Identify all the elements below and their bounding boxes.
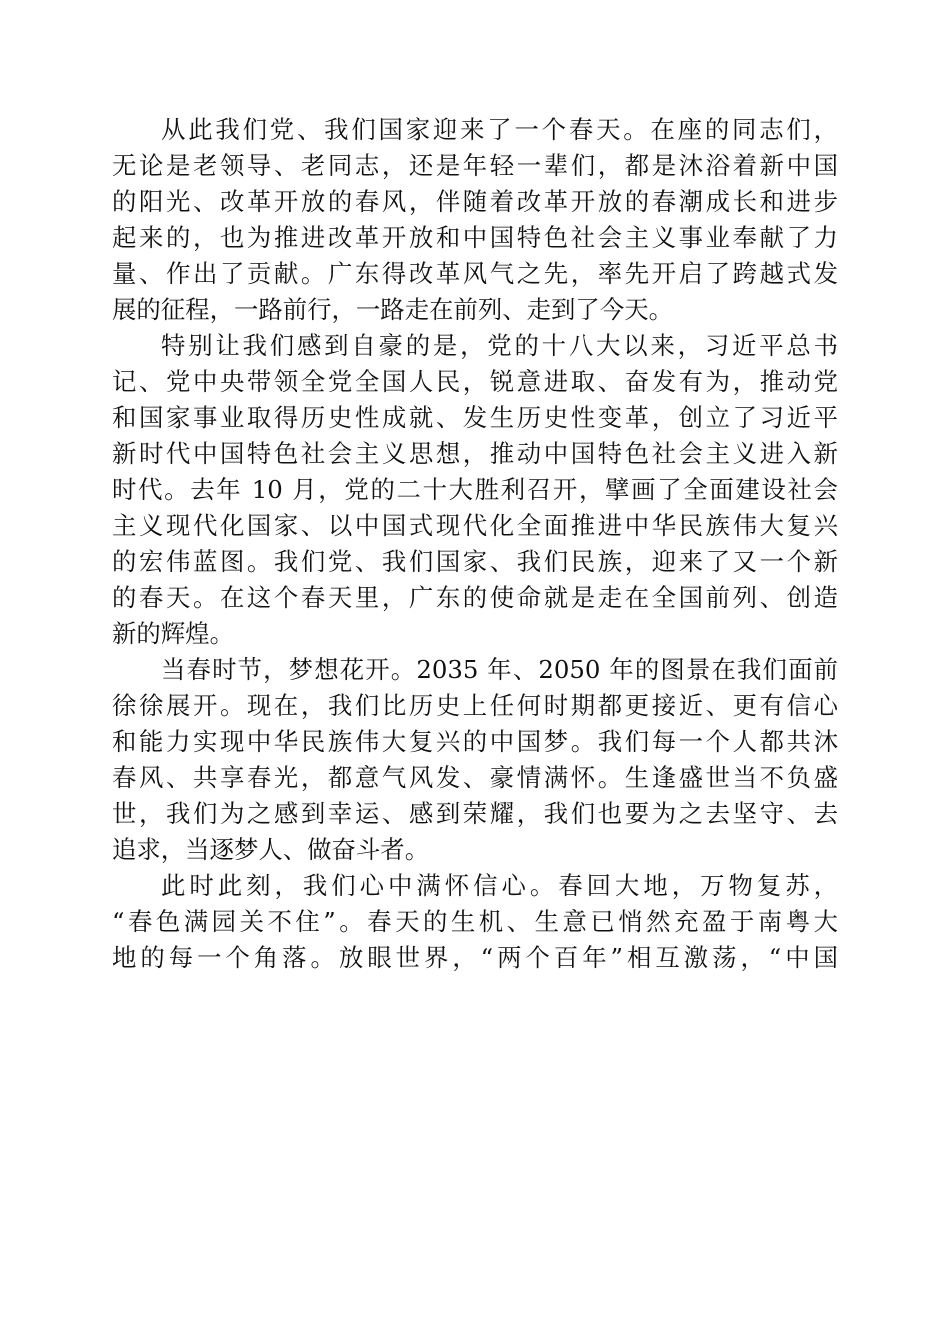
text-line: 此时此刻，我们心中满怀信心。春回大地，万物复苏， bbox=[161, 871, 838, 900]
paragraph-4 bbox=[112, 868, 838, 976]
text-line: 世，我们为之感到幸运、感到荣耀，我们也要为之去坚守、去 bbox=[112, 799, 838, 828]
text-line: 和国家事业取得历史性成就、发生历史性变革，创立了习近平 bbox=[112, 403, 838, 432]
text-line: 记、党中央带领全党全国人民，锐意进取、奋发有为，推动党 bbox=[112, 367, 838, 396]
paragraph-3 bbox=[112, 652, 838, 868]
text-line: 徐徐展开。现在，我们比历史上任何时期都更接近、更有信心 bbox=[112, 691, 838, 720]
text-line: 的阳光、改革开放的春风，伴随着改革开放的春潮成长和进步 bbox=[112, 187, 838, 216]
text-line: 春风、共享春光，都意气风发、豪情满怀。生逢盛世当不负盛 bbox=[112, 763, 838, 792]
paragraph-1 bbox=[112, 112, 838, 328]
text-line: 的春天。在这个春天里，广东的使命就是走在全国前列、创造 bbox=[112, 583, 838, 612]
paragraph-2 bbox=[112, 328, 838, 652]
text-line: 量、作出了贡献。广东得改革风气之先，率先开启了跨越式发 bbox=[112, 259, 838, 288]
text-line: 展的征程，一路前行，一路走在前列、走到了今天。 bbox=[112, 295, 673, 324]
text-line: 的宏伟蓝图。我们党、我们国家、我们民族，迎来了又一个新 bbox=[112, 547, 838, 576]
text-line: 新时代中国特色社会主义思想，推动中国特色社会主义进入新 bbox=[112, 439, 838, 468]
text-line: 起来的，也为推进改革开放和中国特色社会主义事业奉献了力 bbox=[112, 223, 838, 252]
text-line: 特别让我们感到自豪的是，党的十八大以来，习近平总书 bbox=[161, 331, 838, 360]
text-line: 无论是老领导、老同志，还是年轻一辈们，都是沐浴着新中国 bbox=[112, 151, 838, 180]
document-body bbox=[112, 112, 838, 976]
text-line: 从此我们党、我们国家迎来了一个春天。在座的同志们， bbox=[161, 115, 838, 144]
text-line: 当春时节，梦想花开。2035 年、2050 年的图景在我们面前 bbox=[161, 655, 838, 684]
text-line: 和能力实现中华民族伟大复兴的中国梦。我们每一个人都共沐 bbox=[112, 727, 838, 756]
text-line: 主义现代化国家、以中国式现代化全面推进中华民族伟大复兴 bbox=[112, 511, 838, 540]
text-line: 新的辉煌。 bbox=[112, 619, 234, 648]
text-line: 地的每一个角落。放眼世界，“两个百年”相互激荡，“中国 bbox=[112, 943, 838, 972]
text-line: “春色满园关不住”。春天的生机、生意已悄然充盈于南粤大 bbox=[112, 907, 838, 936]
text-line: 时代。去年 10 月，党的二十大胜利召开，擘画了全面建设社会 bbox=[112, 475, 838, 504]
text-line: 追求，当逐梦人、做奋斗者。 bbox=[112, 835, 430, 864]
